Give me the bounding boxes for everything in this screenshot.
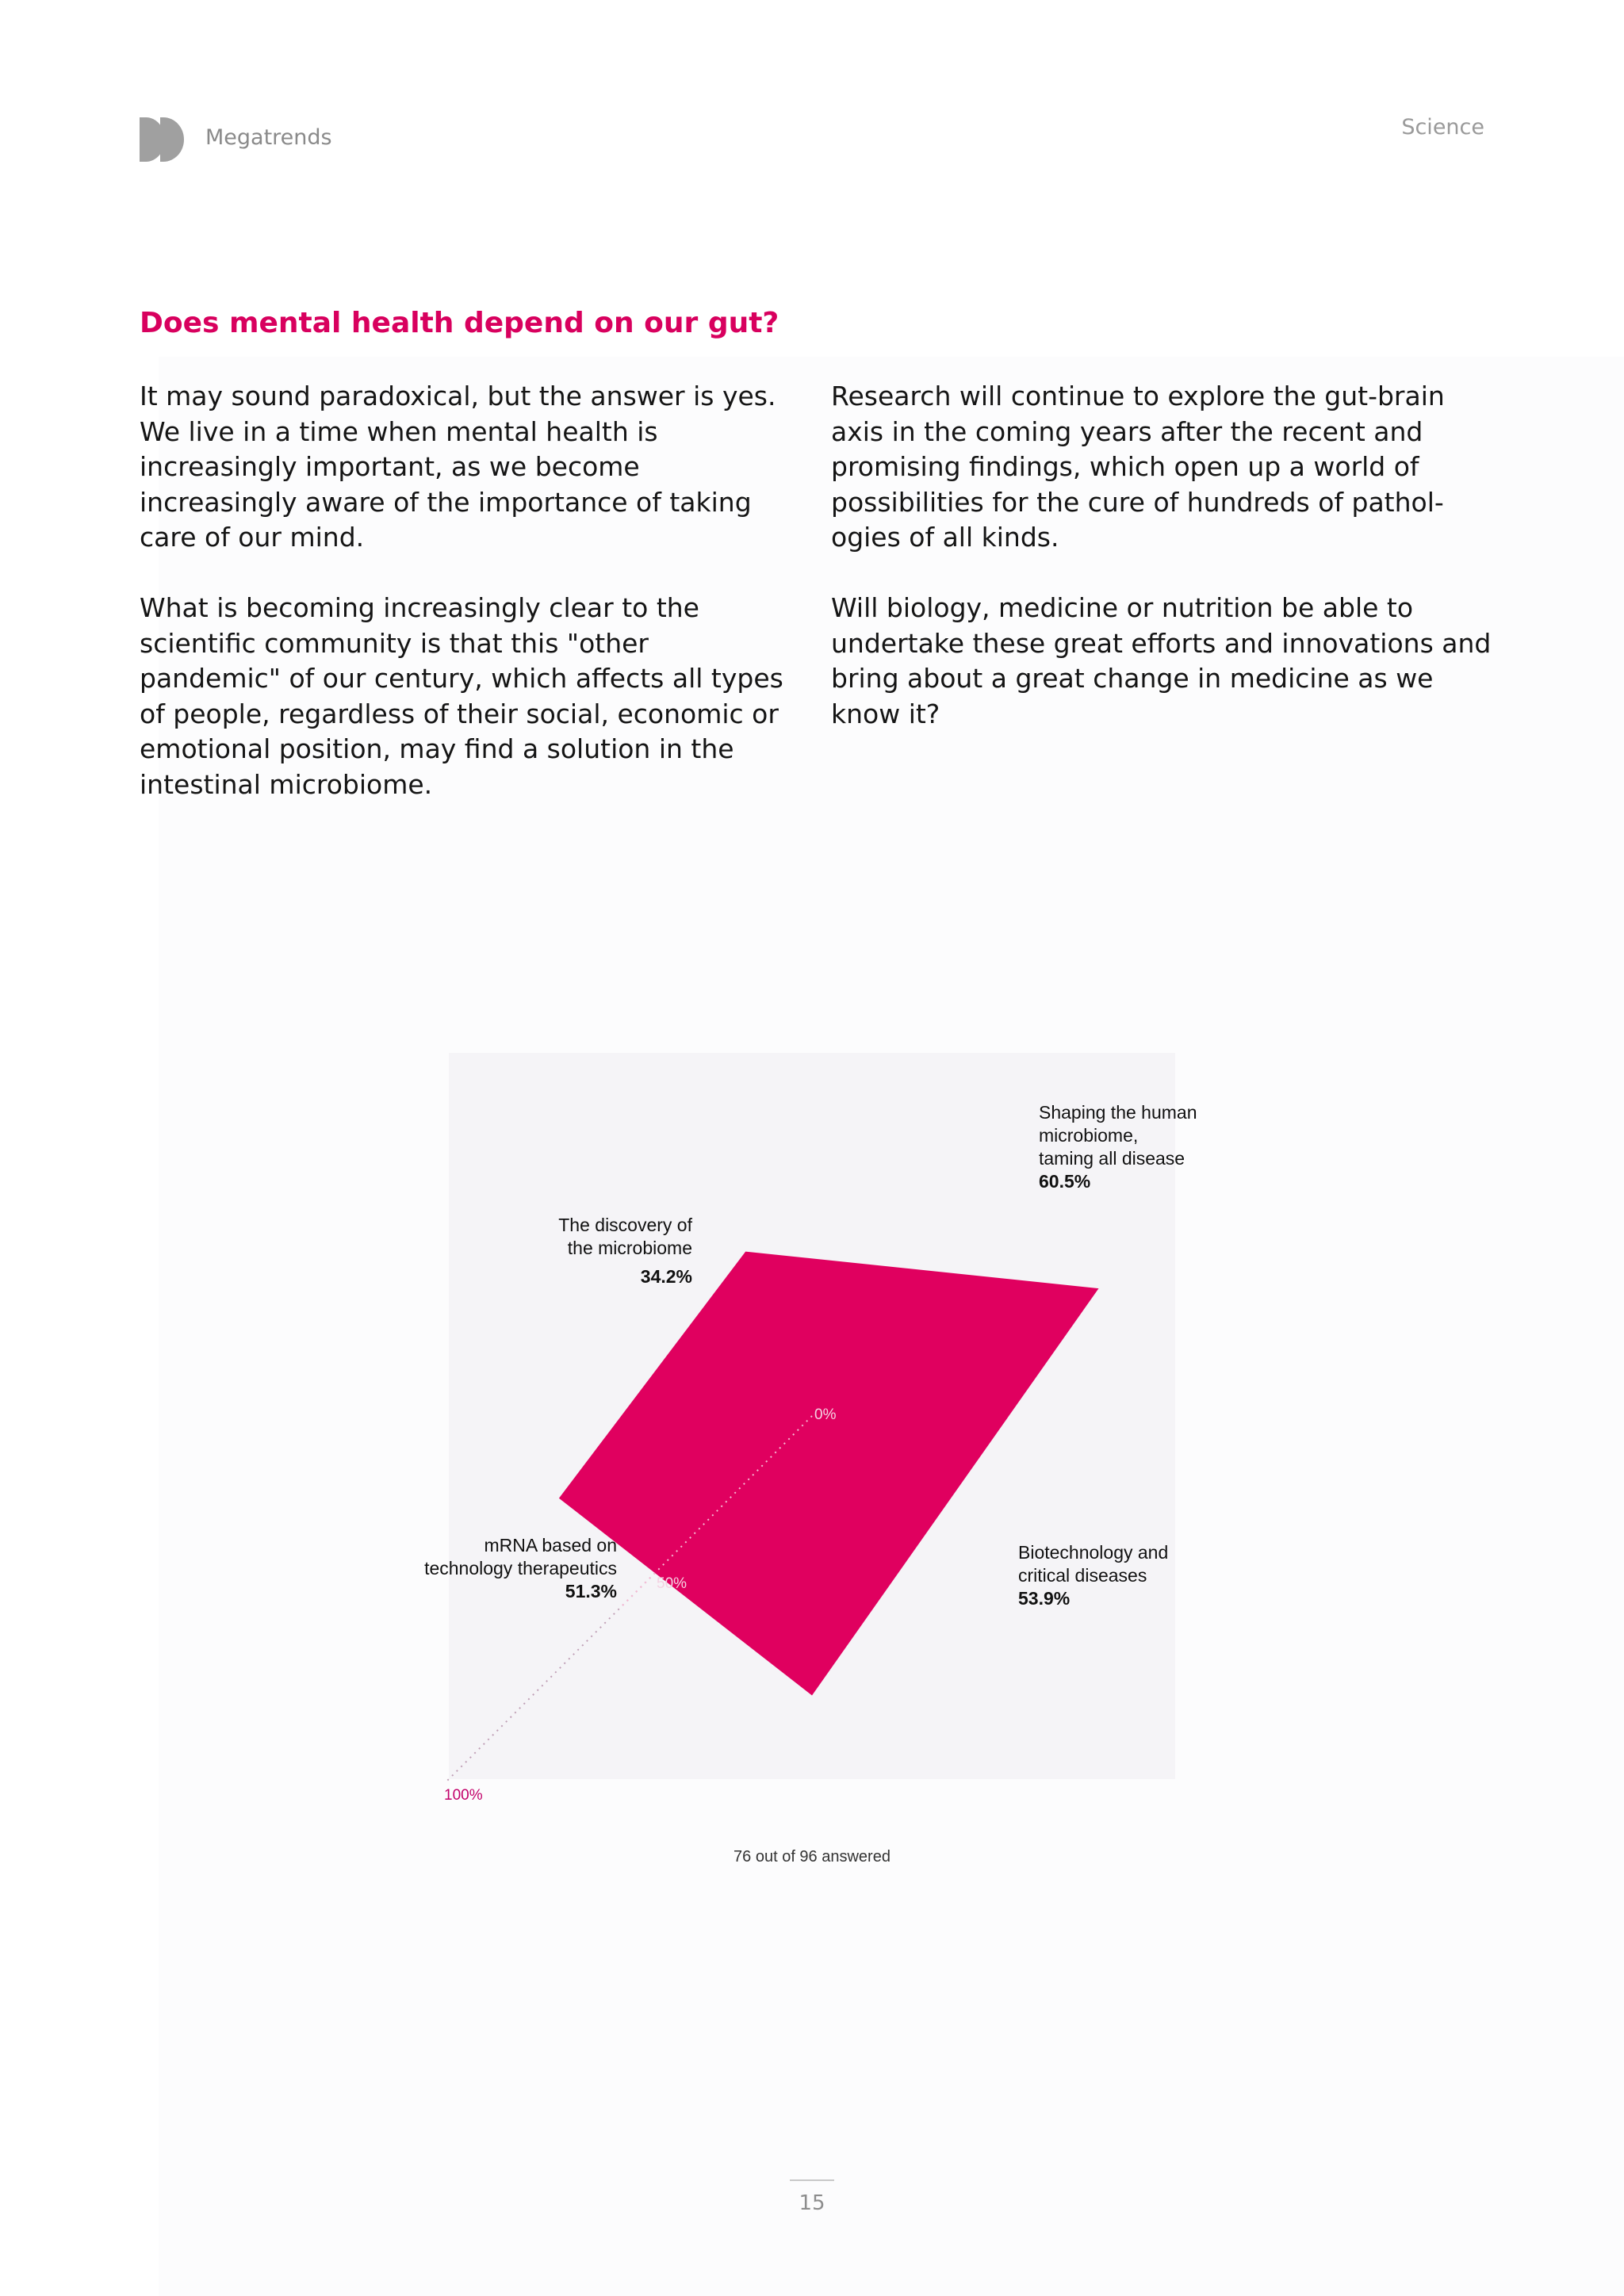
scale-tick-label: 100% <box>444 1787 483 1804</box>
scale-tick-label: 50% <box>657 1575 688 1592</box>
article-headline: Does mental health depend on our gut? <box>140 307 779 339</box>
paragraph: Research will continue to explore the gut-brain axis in the coming years after the recent and promising findings, which open up a world of possibilities for the cure of hundreds of pathol-ogies of all kinds. <box>831 381 1445 553</box>
axis-label: the microbiome <box>567 1238 692 1258</box>
section-label: Science <box>1401 115 1484 140</box>
brand-name: Megatrends <box>205 125 332 150</box>
data-value-label: 53.9% <box>1018 1588 1071 1609</box>
axis-label: The discovery of <box>558 1215 692 1235</box>
axis-label: Shaping the human <box>1039 1102 1197 1123</box>
scale-tick-label: 0% <box>814 1406 837 1423</box>
axis-label: Biotechnology and <box>1018 1542 1169 1563</box>
page-number-rule <box>790 2179 834 2181</box>
chart-footnote: 76 out of 96 answered <box>733 1848 891 1866</box>
paragraph: What is becoming increasingly clear to the scientific community is that this "other pandemic" of our century, which affects all types of people, regardless of their social, economic or emotional position, may find a solution in the intestinal microbiome. <box>140 592 783 800</box>
axis-label: mRNA based on <box>484 1535 617 1556</box>
paragraph: Will biology, medicine or nutrition be able to undertake these great efforts and innovations and bring about a great change in medicine as we know it? <box>831 592 1492 729</box>
data-value-label: 51.3% <box>565 1581 617 1601</box>
data-value-label: 60.5% <box>1039 1171 1091 1192</box>
axis-label: critical diseases <box>1018 1565 1147 1586</box>
axis-label: technology therapeutics <box>424 1558 617 1578</box>
page-number: 15 <box>799 2191 825 2215</box>
paragraph: It may sound paradoxical, but the answer is yes. We live in a time when mental health is increasingly important, as we become increasingly aware of the importance of taking care of our mind. <box>140 381 776 553</box>
axis-label: microbiome, <box>1039 1125 1139 1146</box>
axis-label: taming all disease <box>1039 1148 1185 1169</box>
data-value-label: 34.2% <box>640 1266 692 1287</box>
